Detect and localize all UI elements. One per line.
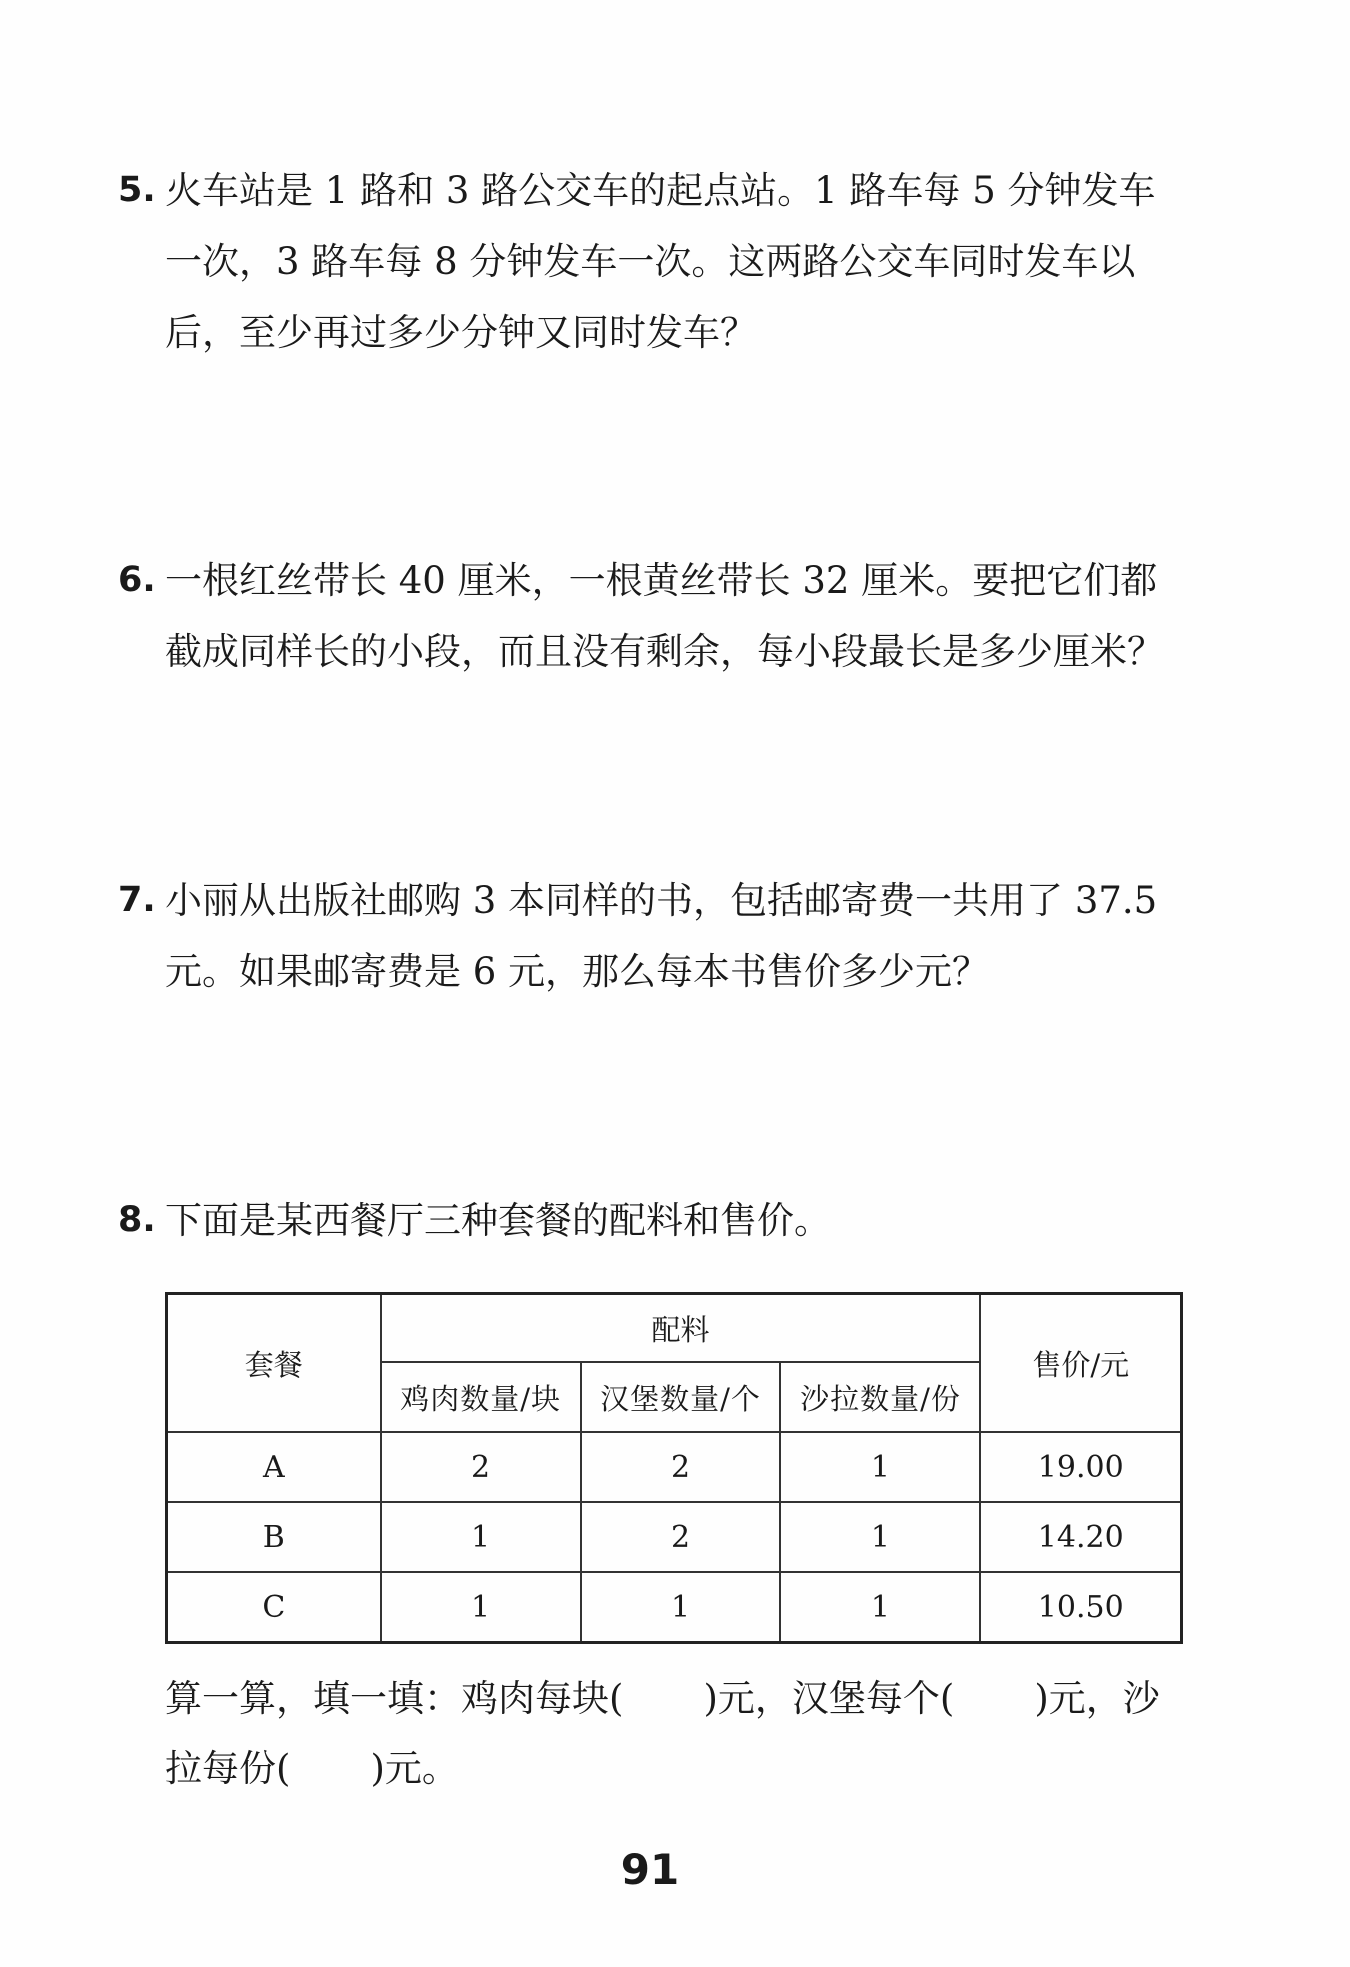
problem-text: 小丽从出版社邮购 3 本同样的书，包括邮寄费一共用了 37.5 元。如果邮寄费是 6 元，那么每本书售价多少元？ [165,879,1158,993]
cell-salad: 1 [780,1502,980,1572]
header-set: 套餐 [167,1294,381,1433]
header-ingredients: 配料 [381,1294,981,1363]
problem-text: 一根红丝带长 40 厘米，一根黄丝带长 32 厘米。要把它们都截成同样长的小段，而且没有剩余，每小段最长是多少厘米？ [165,559,1164,673]
header-salad: 沙拉数量/份 [780,1362,980,1432]
problem-number: 5. [118,170,156,210]
cell-price: 10.50 [980,1572,1181,1643]
fill-in-question [165,1664,1185,1804]
cell-burger: 2 [581,1432,781,1502]
problem-number: 7. [118,880,156,920]
cell-salad: 1 [780,1572,980,1643]
cell-chicken: 1 [381,1502,581,1572]
fill-text-1: 算一算，填一填：鸡肉每块( [165,1677,624,1720]
problem-6 [118,545,1198,687]
cell-chicken: 1 [381,1572,581,1643]
table-row [167,1502,1182,1572]
cell-chicken: 2 [381,1432,581,1502]
cell-salad: 1 [780,1432,980,1502]
problem-text: 下面是某西餐厅三种套餐的配料和售价。 [165,1199,831,1242]
fill-text-2: )元，汉堡每个( [703,1677,955,1720]
problem-number: 8. [118,1200,156,1240]
header-burger: 汉堡数量/个 [581,1362,781,1432]
cell-burger: 2 [581,1502,781,1572]
header-price: 售价/元 [980,1294,1181,1433]
fill-text-4: )元。 [370,1747,459,1790]
problem-5 [118,155,1198,368]
cell-set: B [167,1502,381,1572]
cell-burger: 1 [581,1572,781,1643]
cell-price: 14.20 [980,1502,1181,1572]
header-chicken: 鸡肉数量/块 [381,1362,581,1432]
page-number: 91 [620,1845,680,1894]
problem-number: 6. [118,560,156,600]
problem-text: 火车站是 1 路和 3 路公交车的起点站。1 路车每 5 分钟发车一次，3 路车每 8 分钟发车一次。这两路公交车同时发车以后，至少再过多少分钟又同时发车？ [165,169,1156,354]
fill-text-3: )元，沙拉每份( [165,1677,1160,1790]
table-row [167,1572,1182,1643]
problem-8 [118,1185,1198,1256]
meal-table [165,1292,1183,1644]
cell-price: 19.00 [980,1432,1181,1502]
table-row [167,1432,1182,1502]
problem-7 [118,865,1198,1007]
cell-set: A [167,1432,381,1502]
cell-set: C [167,1572,381,1643]
